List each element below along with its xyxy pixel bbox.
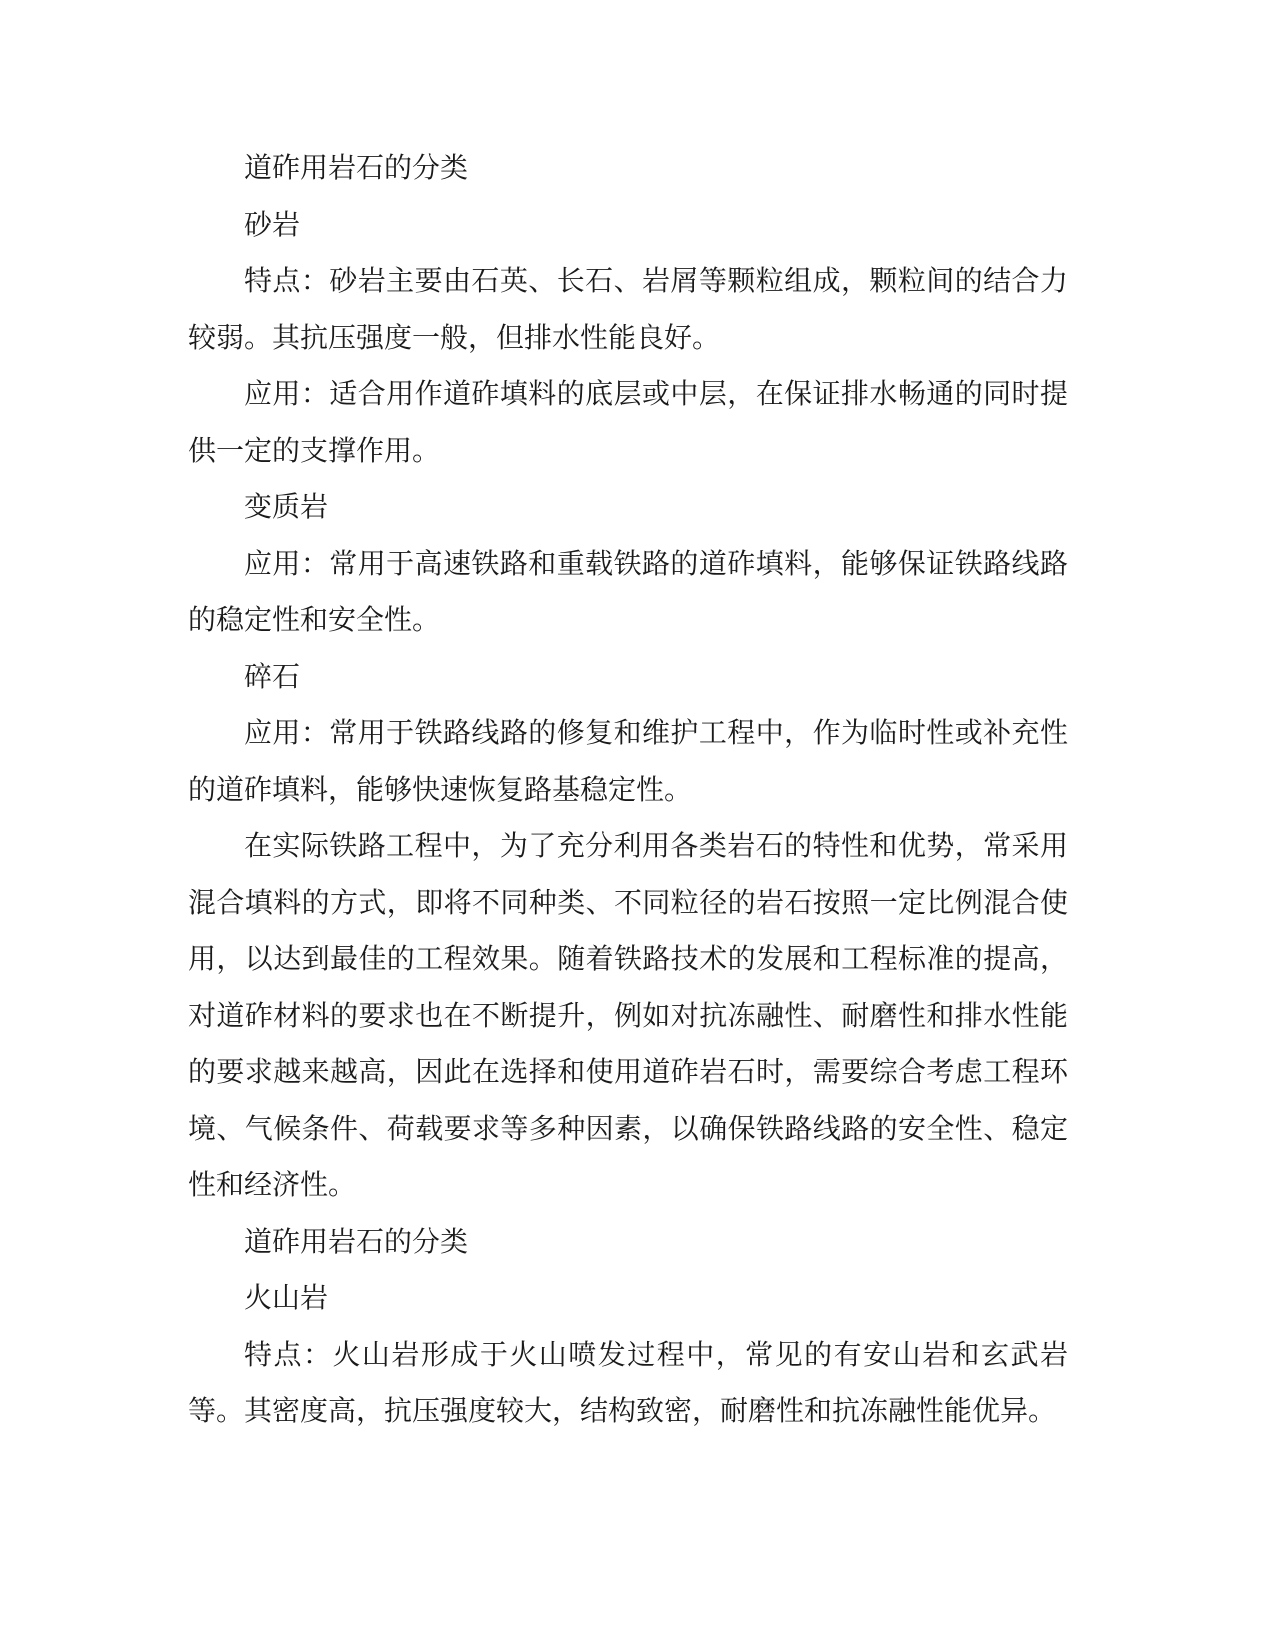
subheading-metamorphic-rock: 变质岩	[244, 490, 329, 523]
section-heading: 道砟用岩石的分类	[244, 151, 469, 184]
paragraph-sandstone-features: 特点：砂岩主要由石英、长石、岩屑等颗粒组成，颗粒间的结合力较弱。其抗压强度一般，但排水性能良好。	[188, 264, 1068, 354]
subheading-crushed-stone: 碎石	[244, 659, 301, 693]
paragraph-summary: 在实际铁路工程中，为了充分利用各类岩石的特性和优势，常采用混合填料的方式，即将不同种类、不同粒径的岩石按照一定比例混合使用，以达到最佳的工程效果。随着铁路技术的发展和工程标准的提高，对道砟材料的要求也在不断提升，例如对抗冻融性、耐磨性和排水性能的要求越来越高，因此在选择和使用道砟岩石时，需要综合考虑工程环境、气候条件、荷载要求等多种因素，以确保铁路线路的安全性、稳定性和经济性。	[188, 829, 1068, 1201]
subheading-volcanic-rock: 火山岩	[244, 1281, 329, 1314]
document-body	[188, 140, 1068, 1440]
paragraph-sandstone-application: 应用：适合用作道砟填料的底层或中层，在保证排水畅通的同时提供一定的支撑作用。	[188, 377, 1068, 467]
paragraph-volcanic-features: 特点：火山岩形成于火山喷发过程中，常见的有安山岩和玄武岩等。其密度高，抗压强度较大，结构致密，耐磨性和抗冻融性能优异。	[188, 1337, 1068, 1427]
subheading-sandstone: 砂岩	[244, 207, 301, 241]
section-heading-repeat: 道砟用岩石的分类	[244, 1224, 469, 1258]
paragraph-metamorphic-application: 应用：常用于高速铁路和重载铁路的道砟填料，能够保证铁路线路的稳定性和安全性。	[188, 546, 1068, 636]
paragraph-crushed-stone-application: 应用：常用于铁路线路的修复和维护工程中，作为临时性或补充性的道砟填料，能够快速恢复路基稳定性。	[188, 716, 1068, 806]
